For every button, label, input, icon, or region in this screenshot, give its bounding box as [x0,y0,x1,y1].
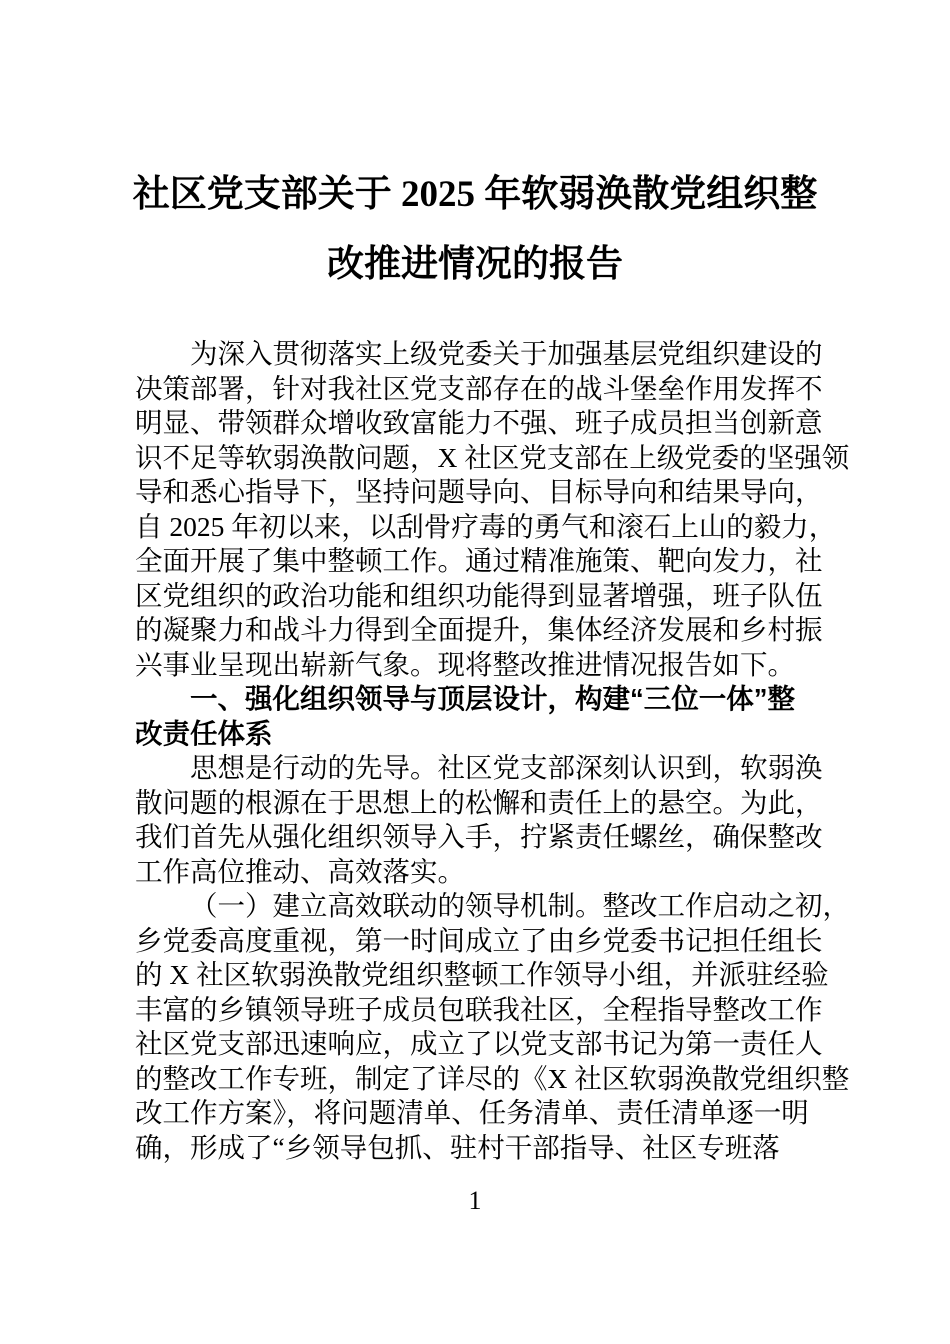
text-line: 丰富的乡镇领导班子成员包联我社区，全程指导整改工作 [135,993,823,1025]
title-line-2: 改推进情况的报告 [327,244,623,285]
text-line: 的 X 社区软弱涣散党组织整顿工作领导小组，并派驻经验 [135,959,829,990]
text-line: 导和悉心指导下，坚持问题导向、目标导向和结果导向， [135,476,823,507]
text-line: 社区党支部迅速响应，成立了以党支部书记为第一责任人 [135,1028,823,1059]
document-title [0,160,950,300]
text-line: 工作高位推动、高效落实。 [135,855,465,887]
text-line: 区党组织的政治功能和组织功能得到显著增强，班子队伍 [135,579,823,611]
text-line: 全面开展了集中整顿工作。通过精准施策、靶向发力，社 [135,545,823,576]
text-line: 改责任体系 [135,717,273,749]
text-line: （一）建立高效联动的领导机制。整改工作启动之初， [190,890,850,921]
text-line: 决策部署，针对我社区党支部存在的战斗堡垒作用发挥不 [135,372,823,404]
text-line: 兴事业呈现出崭新气象。现将整改推进情况报告如下。 [135,648,795,680]
text-line: 改工作方案》，将问题清单、任务清单、责任清单逐一明 [135,1097,809,1128]
document-body [135,337,850,1165]
text-line: 乡党委高度重视，第一时间成立了由乡党委书记担任组长 [135,924,823,956]
text-line: 思想是行动的先导。社区党支部深刻认识到，软弱涣 [190,752,823,783]
title-line-1: 社区党支部关于 2025 年软弱涣散党组织整 [132,174,818,215]
text-line: 散问题的根源在于思想上的松懈和责任上的悬空。为此， [135,786,823,818]
text-line: 我们首先从强化组织领导入手，拧紧责任螺丝，确保整改 [135,821,823,852]
text-line: 的整改工作专班，制定了详尽的《X 社区软弱涣散党组织整 [135,1062,850,1094]
text-line: 明显、带领群众增收致富能力不强、班子成员担当创新意 [135,407,823,438]
text-line: 确，形成了“乡领导包抓、驻村干部指导、社区专班落 [135,1131,780,1163]
text-line: 识不足等软弱涣散问题，X 社区党支部在上级党委的坚强领 [135,441,850,473]
text-line: 自 2025 年初以来，以刮骨疗毒的勇气和滚石上山的毅力， [135,510,837,542]
text-line: 为深入贯彻落实上级党委关于加强基层党组织建设的 [190,338,823,369]
page-number: 1 [468,1186,482,1215]
text-line: 一、强化组织领导与顶层设计，构建“三位一体”整 [190,683,795,714]
text-line: 的凝聚力和战斗力得到全面提升，集体经济发展和乡村振 [135,614,823,645]
